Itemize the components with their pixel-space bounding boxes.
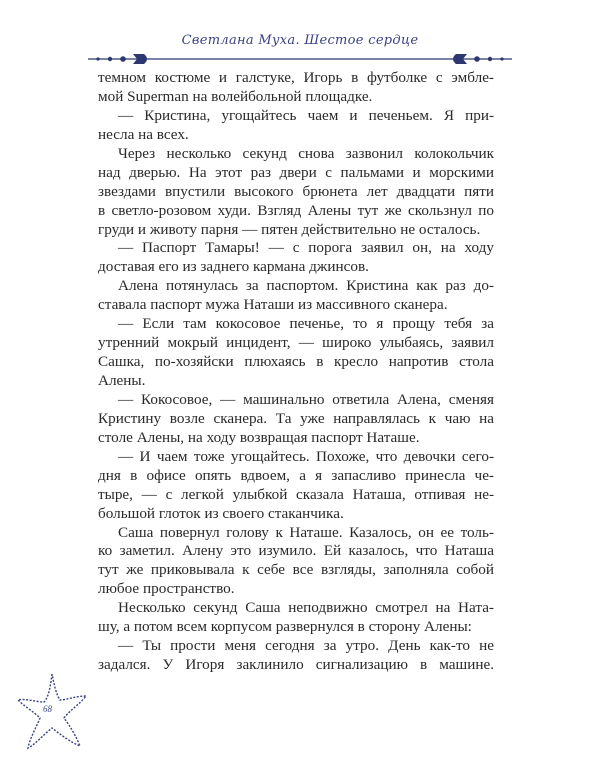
text-line: задался. У Игоря заклинило сигнализацию в машине. [98,656,494,674]
text-line: — И чаем тоже угощайтесь. Похоже, что девочки сего- [118,447,494,465]
text-line: утренний мокрый инцидент, — широко улыбаясь, заявил [98,334,494,352]
text-line: темном костюме и галстуке, Игорь в футболке с эмбле- [98,69,494,86]
text-line: столе Алены, на ходу возвращая паспорт Наташе. [98,428,420,446]
body-text [98,69,494,675]
text-line: мой Superman на волейбольной площадке. [98,87,373,105]
starfish-icon [14,670,90,752]
text-line: ставала паспорт мужа Наташи из массивного сканера. [98,296,448,314]
page-number: 68 [43,704,52,714]
text-line: звездами впустили высокого брюнета лет двадцати пяти [98,182,494,200]
text-line: дня в офисе опять вдвоем, а я запасливо принесла че- [98,466,494,484]
text-line: над дверью. На этот раз двери с пальмами и морскими [98,163,494,181]
text-line: доставая его из заднего кармана джинсов. [98,258,369,276]
text-line: Сашка, по-хозяйски плюхаясь в кресло напротив стола [98,353,494,371]
text-line: Алена потянулась за паспортом. Кристина как раз до- [118,277,494,295]
text-line: — Если там кокосовое печенье, то я прощу тебя за [118,315,494,333]
text-line: — Кокосовое, — машинально ответила Алена, сменяя [118,390,494,408]
text-line: Через несколько секунд снова зазвонил колокольчик [118,144,494,162]
text-line: тыре, — с легкой улыбкой сказала Наташа, отпивая не- [98,485,494,503]
text-line: любое пространство. [98,580,235,598]
text-line: — Паспорт Тамары! — с порога заявил он, на ходу [118,239,494,257]
text-line: груди и животу парня — пятен действительно не осталось. [98,220,481,238]
text-line: тут же приковывала к себе все взгляды, заполняла собой [98,561,494,579]
text-line: ко заметил. Алену это изумило. Ей казалось, что Наташа [98,542,494,560]
text-line: — Кристина, угощайтесь чаем и печеньем. Я при- [118,106,494,124]
ornamental-rule [84,52,516,66]
text-line: в светло-розовом худи. Взгляд Алены тут же скользнул по [98,201,494,219]
text-line: — Ты прости меня сегодня за утро. День как-то не [118,637,494,655]
text-line: Кристину возле сканера. Та уже направлялась к чаю на [98,409,494,427]
text-line: большой глоток из своего стаканчика. [98,504,344,522]
text-line: Несколько секунд Саша неподвижно смотрел на Ната- [118,599,494,617]
text-line: Саша повернул голову к Наташе. Казалось, он ее толь- [118,523,494,541]
running-title: Светлана Муха. Шестое сердце [181,33,419,48]
text-line: шу, а потом всем корпусом развернулся в сторону Алены: [98,618,472,636]
text-line: несла на всех. [98,125,189,143]
text-line: Алены. [98,372,146,389]
